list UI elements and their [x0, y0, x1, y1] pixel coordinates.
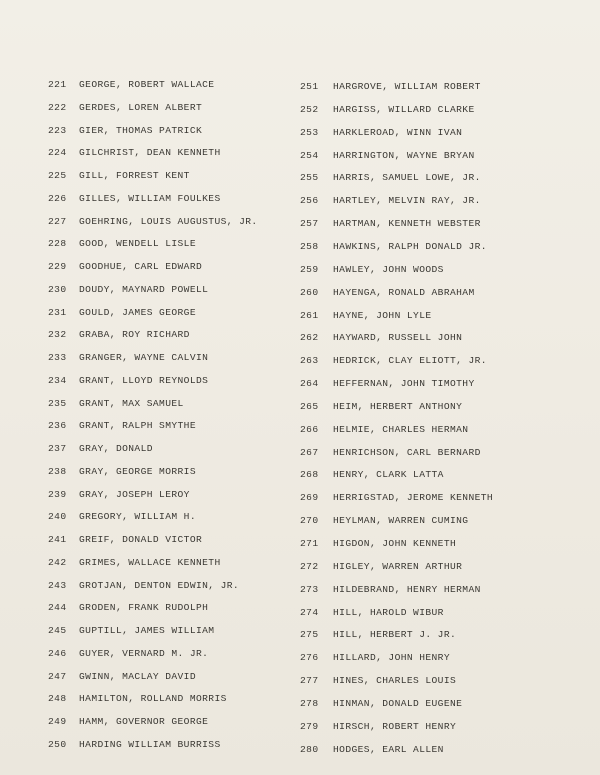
entry-name: HENRICHSON, CARL BERNARD	[333, 446, 481, 458]
entry-name: GEORGE, ROBERT WALLACE	[79, 79, 215, 90]
entry-name: HAWKINS, RALPH DONALD JR.	[333, 240, 487, 252]
entry-number: 253	[300, 126, 319, 138]
entry-name: HARTLEY, MELVIN RAY, JR.	[333, 195, 481, 207]
entry-name: HEYLMAN, WARREN CUMING	[333, 515, 469, 527]
entry-number: 261	[300, 309, 319, 321]
entry-name: GUYER, VERNARD M. JR.	[79, 647, 209, 659]
entry-number: 245	[48, 625, 67, 636]
entry-number: 224	[48, 147, 67, 159]
entry-name: GOEHRING, LOUIS AUGUSTUS, JR.	[79, 215, 258, 227]
entry-name: HAYNE, JOHN LYLE	[333, 309, 432, 321]
entry-name: HAYWARD, RUSSELL JOHN	[333, 332, 463, 344]
entry-name: GRANT, LLOYD REYNOLDS	[79, 374, 209, 386]
entry-name: GWINN, MACLAY DAVID	[79, 670, 196, 682]
entry-number: 264	[300, 378, 319, 390]
entry-number: 226	[48, 192, 67, 204]
entry-name: GERDES, LOREN ALBERT	[79, 101, 203, 113]
entry-number: 223	[48, 124, 67, 136]
entry-name: GREGORY, WILLIAM H.	[79, 511, 196, 523]
entry-number: 222	[48, 101, 67, 113]
entry-number: 252	[300, 103, 319, 115]
entry-name: GRANT, MAX SAMUEL	[79, 397, 184, 409]
entry-name: HAWLEY, JOHN WOODS	[333, 263, 444, 275]
entry-name: DOUDY, MAYNARD POWELL	[79, 283, 209, 295]
entry-number: 232	[48, 329, 67, 341]
entry-name: HILL, HAROLD WIBUR	[333, 606, 444, 618]
entry-name: GRAY, GEORGE MORRIS	[79, 465, 196, 477]
entry-name: HIRSCH, ROBERT HENRY	[333, 720, 457, 732]
entry-number: 256	[300, 195, 319, 207]
entry-name: HARDING WILLIAM BURRISS	[79, 738, 221, 750]
entry-name: HARKLEROAD, WINN IVAN	[333, 126, 463, 138]
entry-number: 237	[48, 443, 67, 454]
entry-name: GILL, FORREST KENT	[79, 170, 190, 181]
entry-name: HILLARD, JOHN HENRY	[333, 652, 450, 664]
entry-name: GRODEN, FRANK RUDOLPH	[79, 602, 209, 614]
entry-name: GOODHUE, CARL EDWARD	[79, 261, 203, 272]
entry-number: 258	[300, 240, 319, 252]
entry-number: 244	[48, 602, 67, 614]
entry-number: 270	[300, 515, 319, 527]
entry-number: 230	[48, 283, 67, 295]
entry-name: HINES, CHARLES LOUIS	[333, 675, 457, 687]
entry-number: 269	[300, 492, 319, 504]
entry-number: 280	[300, 743, 319, 755]
entry-name: HARGISS, WILLARD CLARKE	[333, 103, 475, 115]
entry-number: 225	[48, 170, 67, 181]
entry-number: 272	[300, 560, 319, 572]
entry-name: GOOD, WENDELL LISLE	[79, 238, 196, 250]
entry-number: 259	[300, 263, 319, 275]
entry-number: 241	[48, 534, 67, 545]
entry-number: 266	[300, 423, 319, 435]
entry-number: 228	[48, 238, 67, 250]
entry-name: GILCHRIST, DEAN KENNETH	[79, 147, 221, 159]
entry-name: HIGDON, JOHN KENNETH	[333, 538, 457, 549]
entry-number: 262	[300, 332, 319, 344]
entry-number: 251	[300, 81, 319, 92]
right-name-column	[300, 0, 580, 775]
entry-number: 254	[300, 149, 319, 161]
entry-name: HILL, HERBERT J. JR.	[333, 629, 457, 641]
entry-name: GILLES, WILLIAM FOULKES	[79, 192, 221, 204]
entry-number: 267	[300, 446, 319, 458]
entry-name: HILDEBRAND, HENRY HERMAN	[333, 583, 481, 595]
entry-number: 238	[48, 465, 67, 477]
entry-name: GREIF, DONALD VICTOR	[79, 534, 203, 545]
entry-number: 221	[48, 79, 67, 90]
entry-number: 235	[48, 397, 67, 409]
entry-number: 257	[300, 218, 319, 230]
entry-name: HELMIE, CHARLES HERMAN	[333, 423, 469, 435]
entry-number: 243	[48, 579, 67, 591]
entry-name: HEDRICK, CLAY ELIOTT, JR.	[333, 355, 487, 367]
entry-number: 255	[300, 172, 319, 184]
entry-number: 265	[300, 400, 319, 412]
entry-name: HARRIS, SAMUEL LOWE, JR.	[333, 172, 481, 184]
entry-name: GROTJAN, DENTON EDWIN, JR.	[79, 579, 240, 591]
entry-number: 246	[48, 647, 67, 659]
entry-number: 273	[300, 583, 319, 595]
entry-number: 276	[300, 652, 319, 664]
entry-name: HEIM, HERBERT ANTHONY	[333, 400, 463, 412]
entry-name: GIER, THOMAS PATRICK	[79, 124, 203, 136]
entry-name: GRABA, ROY RICHARD	[79, 329, 190, 341]
entry-number: 248	[48, 693, 67, 705]
entry-name: HAYENGA, RONALD ABRAHAM	[333, 286, 475, 298]
entry-name: HENRY, CLARK LATTA	[333, 469, 444, 481]
entry-name: HARRINGTON, WAYNE BRYAN	[333, 149, 475, 161]
entry-number: 263	[300, 355, 319, 367]
entry-name: GRIMES, WALLACE KENNETH	[79, 556, 221, 568]
entry-number: 275	[300, 629, 319, 641]
entry-number: 234	[48, 374, 67, 386]
entry-number: 279	[300, 720, 319, 732]
entry-name: HIGLEY, WARREN ARTHUR	[333, 560, 463, 572]
entry-name: GRAY, JOSEPH LEROY	[79, 488, 190, 500]
entry-name: HERRIGSTAD, JEROME KENNETH	[333, 492, 494, 504]
entry-number: 277	[300, 675, 319, 687]
entry-name: HEFFERNAN, JOHN TIMOTHY	[333, 378, 475, 390]
entry-number: 274	[300, 606, 319, 618]
entry-number: 247	[48, 670, 67, 682]
entry-name: GOULD, JAMES GEORGE	[79, 306, 196, 318]
entry-number: 227	[48, 215, 67, 227]
entry-number: 239	[48, 488, 67, 500]
entry-number: 242	[48, 556, 67, 568]
entry-number: 250	[48, 738, 67, 750]
entry-name: HODGES, EARL ALLEN	[333, 743, 444, 755]
entry-number: 233	[48, 352, 67, 363]
entry-name: HAMILTON, ROLLAND MORRIS	[79, 693, 227, 705]
left-name-column	[0, 0, 280, 775]
entry-number: 278	[300, 697, 319, 709]
entry-name: GRANT, RALPH SMYTHE	[79, 420, 196, 432]
entry-name: HAMM, GOVERNOR GEORGE	[79, 716, 209, 727]
entry-number: 236	[48, 420, 67, 432]
entry-name: HARTMAN, KENNETH WEBSTER	[333, 218, 481, 230]
entry-number: 271	[300, 538, 319, 549]
entry-name: GUPTILL, JAMES WILLIAM	[79, 625, 215, 636]
entry-name: HINMAN, DONALD EUGENE	[333, 697, 463, 709]
entry-name: HARGROVE, WILLIAM ROBERT	[333, 81, 481, 92]
entry-number: 260	[300, 286, 319, 298]
entry-name: GRANGER, WAYNE CALVIN	[79, 352, 209, 363]
entry-number: 229	[48, 261, 67, 272]
entry-number: 231	[48, 306, 67, 318]
entry-number: 249	[48, 716, 67, 727]
entry-number: 268	[300, 469, 319, 481]
entry-number: 240	[48, 511, 67, 523]
entry-name: GRAY, DONALD	[79, 443, 153, 454]
